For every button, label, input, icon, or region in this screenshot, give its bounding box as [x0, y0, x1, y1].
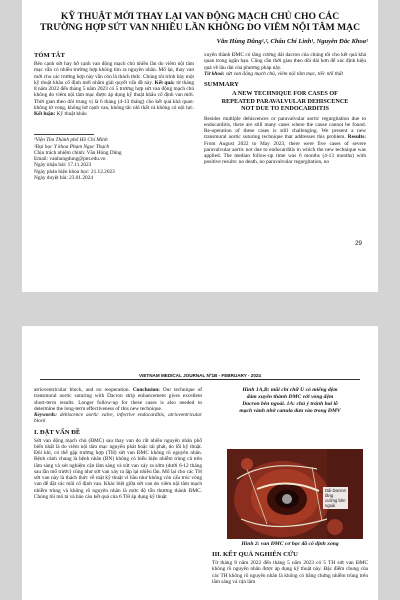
abstract-vi-continued: xuyên thành ĐMC có tăng cường dải dacron của chúng tôi cho kết quả khả quan trong ngắn hạn. Cũng cần thời gian theo dõi dài hơn để xác định hiệu quả về lâu dài của phương pháp này.	[204, 52, 366, 71]
keywords-paragraph: Keywords: dehiscence aortic valve, infective endocarditis, atrioventricular block	[34, 412, 203, 425]
section1-paragraph: Sứt van động mạch chủ (ĐMC) sau thay van do rất nhiều nguyên nhân phổ biến nhất là do viêm nội tâm mạc nguyên phát hoặc tái phát, do lỗi kỹ thuật. Đôi khi, có thể gặp trường hợp (TH) sứt van ĐMC không rõ nguyên nhân. Bệnh cảnh chung là bệnh nhân (BN) không có biểu hiện nhiễm trùng cả trên lâm sàng và xét nghiệm cận lâm sàng và sứt van xảy ra sớm (dưới 6-12 tháng sau lần mổ trước) cũng như sứt van xảy ra lặp lại nhiều lần. Mổ lại cho các TH sứt van này là thách thức về mặt kỹ thuật vì hầu như không còn cấu trúc vòng van để đặt các mũi cố định van. Khác biệt giữa sứt van do viêm nội tâm mạch nhiễm trùng và không rõ nguyên nhân là mức độ tổn thương thành ĐMC. Chúng tôi mô tả và báo cáo kết quả của 6 TH áp dụng kỹ thuật	[34, 437, 202, 500]
footnote-rule	[34, 134, 94, 135]
tomtat-paragraph: Bên cạnh sứt hay hở cạnh van động mạch chủ nhiều lần do viêm nội tâm mạc vẫn có nhiều trường hợp không tìm ra nguyên nhân. Mổ lại, thay van mới cho các trường hợp này vẫn còn là thách thức. Chúng tôi trình bày một kỹ thuật khâu cố định mới nhằm giải quyết vấn đề này. Kết quả: từ tháng 8 năm 2022 đến tháng 5 năm 2023 có 5 trường hợp sứt van động mạch chủ không do viêm nội tâm mạc được áp dụng kỹ thuật khâu cố định van mới. Thời gian theo dõi trung vị là 6 tháng (4-13 tháng) cho kết quả khả quan: không tử vong, không hở cạnh van, không tắc nhĩ thất và không có nội lực. Kết luận: Kỹ thuật khâu	[34, 61, 194, 117]
left-column-page2	[34, 387, 202, 500]
author-email[interactable]: Email: vanhungdung@pnt.edu.vn	[34, 156, 106, 162]
date-accepted: Ngày duyệt bài: 23.01.2024	[34, 174, 93, 181]
paper-page-1	[22, 0, 378, 292]
section3-paragraph: Từ tháng 8 năm 2022 đến tháng 5 năm 2023 có 5 TH sứt van ĐMC không rõ nguyên nhân được áp dụng kỹ thuật này. Đặc điểm chung của các TH không rõ nguyên nhân là không có bằng chứng nhiễm trùng trên lâm sàng và cận lâm	[212, 560, 368, 585]
article-title: KỸ THUẬT MỚI THAY LẠI VAN ĐỘNG MẠCH CHỦ CHO CÁC TRƯỜNG HỢP SỨT VAN NHIỀU LẦN KHÔNG DO VIÊM NỘI TÂM MẠC	[39, 11, 361, 33]
journal-running-header: VIETNAM MEDICAL JOURNAL Nº1B - FEBRUARY - 2024	[40, 373, 360, 380]
summary-title: A NEW TECHNIQUE FOR CASES OF REPEATED PARAVALVULAR DEHISCENCE NOT DUE TO ENDOCARDITIS	[221, 90, 349, 112]
section3-heading: III. KẾT QUẢ NGHIÊN CỨU	[212, 551, 298, 558]
summary-heading: SUMMARY	[204, 81, 239, 88]
date-review: Ngày phản biện khoa học: 21.12.2023	[34, 168, 115, 175]
right-column-page2	[212, 387, 368, 415]
affiliation-2: ²Đại học Y khoa Phạm Ngọc Thạch	[34, 143, 110, 150]
left-column-page1	[34, 52, 194, 181]
figure2-caption: Hình 2: van ĐMC cơ học đã cố định xong	[241, 541, 339, 547]
summary-paragraph: Besides multiple dehiscences or paravalvular aortic regurgitation due to endocarditis, there are still many cases where the cause cannot be found. Re-operation of these cases is still challenging. We present a new transmural aortic suturing technique that addresses this problem. Results: From August 2022 to May 2023, there were five cases of severe paravalvular aortic not due to endocarditis in which the new technique was applied. The median follow-up time was 6 months (4-13 months) with positive results: no death, no paravalvular regurgitation, no	[204, 115, 366, 166]
paper-page-2	[22, 326, 378, 600]
right-column-page1	[204, 52, 366, 166]
page-number: 29	[355, 240, 362, 247]
date-received: Ngày nhận bài: 17.11.2023	[34, 162, 92, 169]
section1-heading: I. ĐẶT VẤN ĐỀ	[34, 428, 81, 436]
tomtat-heading: TÓM TẮT	[34, 52, 65, 59]
corresponding-author: Chịu trách nhiệm chính: Văn Hùng Dũng	[34, 149, 122, 156]
summary-continued: atrioventricular block, and no reoperation. Conclusion: Our technique of transmural aortic suturing with Dacron strip enhancement gives excellent short-term results. Longer follow-up for these cases is also needed to determine the long-term effectiveness of this new technique.	[34, 387, 203, 412]
author-list: Văn Hùng Dũng¹,², Châu Chí Linh¹, Nguyễn Đắc Khoa¹	[216, 38, 368, 45]
tukhoa-paragraph: Từ khoá: sứt van động mạch chủ, viêm nội tâm mạc, tiếc nhĩ thất	[204, 70, 343, 77]
dacron-strip-label: Dải Dacron tăng cường bên ngoài	[325, 488, 346, 508]
figure1-caption: Hình 1A,B: mũi chỉ chữ U có miếng đệm đâm xuyên thành ĐMC với vòng đệm Dacron bên ngoài. 1A: chú ý tránh hai lỗ mạch vành nhờ canula đưa vào trong ĐMV	[239, 387, 341, 414]
surgical-photo	[227, 449, 363, 539]
affiliation-1: ¹Viện Tim Thành phố Hồ Chí Minh	[34, 137, 108, 144]
right-column-page2-lower	[212, 541, 368, 585]
